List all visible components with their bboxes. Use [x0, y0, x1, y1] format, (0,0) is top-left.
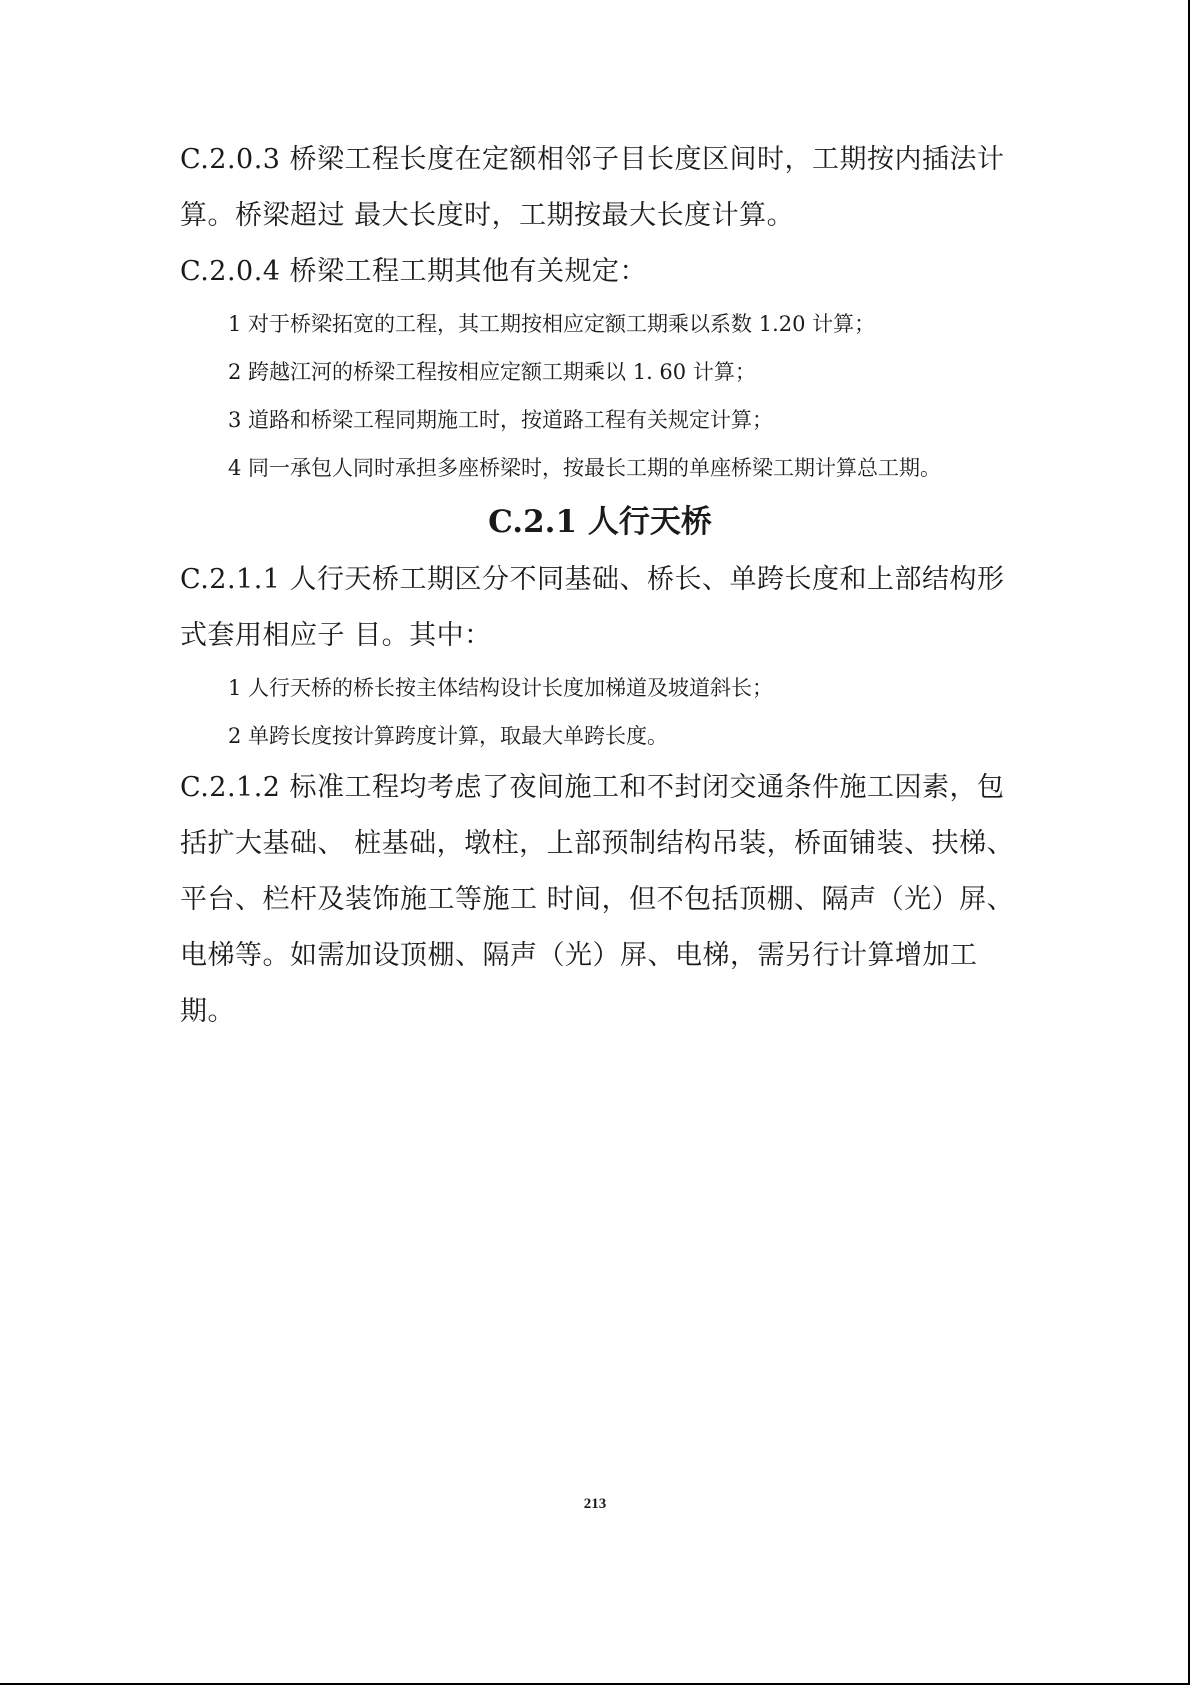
c211-item-1: 1 人行天桥的桥长按主体结构设计长度加梯道及坡道斜长；: [228, 676, 774, 700]
c211-item-2: 2 单跨长度按计算跨度计算，取最大单跨长度。: [228, 724, 669, 748]
c204-item-4: 4 同一承包人同时承担多座桥梁时，按最长工期的单座桥梁工期计算总工期。: [228, 456, 942, 480]
paragraph-c204: C.2.0.4 桥梁工程工期其他有关规定：: [180, 256, 648, 287]
section-title: C.2.1 人行天桥: [488, 504, 712, 540]
c204-item-2: 2 跨越江河的桥梁工程按相应定额工期乘以 1. 60 计算；: [228, 360, 756, 384]
c204-item-3: 3 道路和桥梁工程同期施工时，按道路工程有关规定计算；: [228, 408, 774, 432]
paragraph-c203: C.2.0.3 桥梁工程长度在定额相邻子目长度区间时，工期按内插法计算。桥梁超过 最大长度时，工期按最大长度计算。: [180, 144, 1005, 231]
paragraph-c211: C.2.1.1 人行天桥工期区分不同基础、桥长、单跨长度和上部结构形式套用相应子 目。其中：: [180, 564, 1005, 651]
c204-item-1: 1 对于桥梁拓宽的工程，其工期按相应定额工期乘以系数 1.20 计算；: [228, 312, 876, 336]
paragraph-c212: C.2.1.2 标准工程均考虑了夜间施工和不封闭交通条件施工因素，包括扩大基础、 桩基础，墩柱，上部预制结构吊装，桥面铺装、扶梯、平台、栏杆及装饰施工等施工 时间，但不包括顶棚、隔声（光）屏、电梯等。如需加设顶棚、隔声（光）屏、电梯，需另行计算增加工期。: [180, 772, 1015, 1027]
page-number: 213: [583, 1496, 607, 1512]
document-body: [180, 132, 1020, 1040]
